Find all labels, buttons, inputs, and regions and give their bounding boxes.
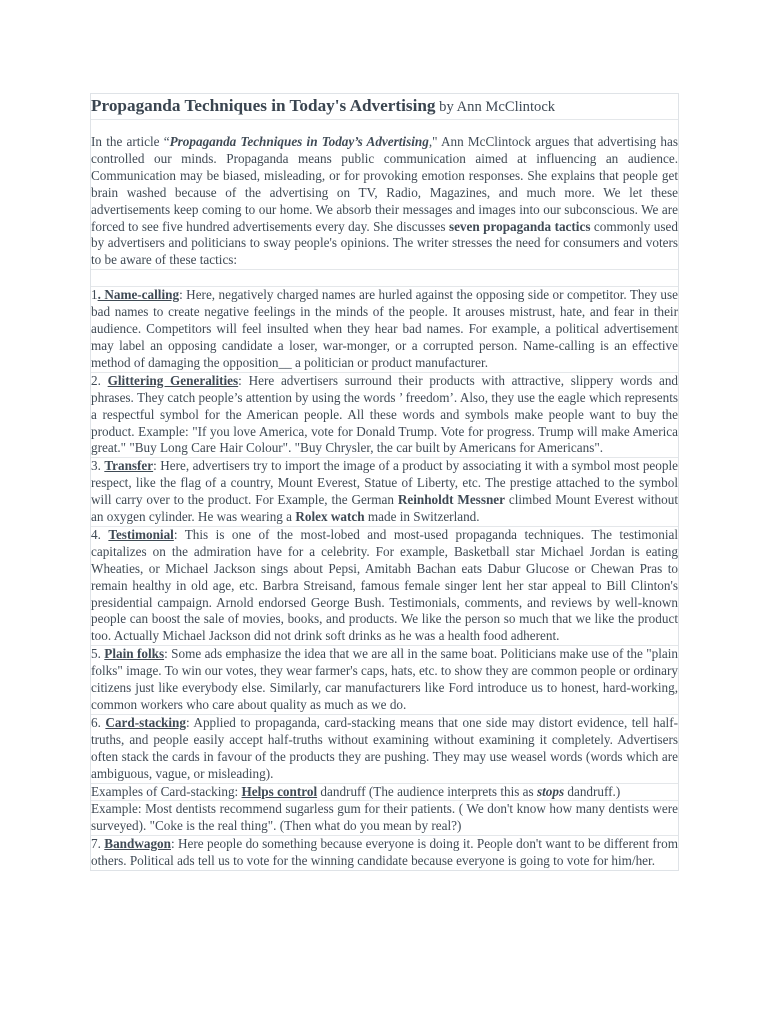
technique-text: : Here, advertisers try to import the image of a product by associating it with a symbol most people respect, like the flag of a country, Mount Everest, Statue of Liberty, etc. The prestige attached to the symbol will carry over to the product. For Example, the German (91, 458, 678, 508)
document-page (90, 93, 679, 871)
technique-bandwagon (91, 836, 678, 870)
technique-text: : Here, negatively charged names are hurled against the opposing side or competitor. They use bad names to create negative feelings in the minds of the people. It arouses mistrust, hate, and fear in their audience. Competitors will feel insulted when they hear bad names. For example, a political advertisement may label an opposing candidate a loser, war-monger, or a corrupted person. Name-calling is an effective method of damaging the opposition__ a politician or product manufacturer. (91, 287, 678, 370)
technique-text: made in Switzerland. (364, 509, 480, 525)
technique-number: 2. (91, 372, 108, 388)
card-stacking-example-2 (91, 801, 678, 836)
technique-number: 6. (91, 714, 106, 730)
example-text: dandruff (The audience interprets this as (317, 783, 537, 799)
technique-name: Card-stacking (105, 714, 186, 730)
technique-name: Transfer (104, 458, 154, 474)
technique-text: climbed Mount Everest without an oxygen cylinder. He was wearing a (91, 492, 678, 525)
blank-line (91, 270, 678, 287)
technique-bold-name: Reinholdt Messner (397, 492, 505, 508)
technique-name: Testimonial (108, 526, 174, 542)
technique-text: : Here people do something because everyone is doing it. People don't want to be different from others. Political ads tell us to vote for the winning candidate because everyone is going to vote for him/her. (91, 836, 679, 869)
technique-number: 3. (91, 458, 105, 474)
card-stacking-examples (91, 784, 678, 802)
technique-number: 4. (91, 526, 109, 542)
title-byline: by Ann McClintock (439, 99, 556, 115)
technique-bold-brand: Rolex watch (295, 509, 365, 525)
technique-number: 1 (91, 287, 98, 303)
technique-text: : Here advertisers surround their products with attractive, slippery words and phrases. They catch people’s attention by using the words ’ freedom’. Also, they use the eagle which represents a respectful symbol for the American people. All these words and symbols make people want to buy the product. Example: "If you love America, vote for Donald Trump. Vote for progress. Trump will make America great." "Buy Long Care Hair Colour". "Buy Chrysler, the car built by Americans for Americans". (91, 372, 679, 456)
technique-name-calling (91, 287, 678, 373)
technique-testimonial (91, 527, 678, 646)
technique-text: : Some ads emphasize the idea that we are all in the same boat. Politicians make use of the "plain folks" image. To win our votes, they wear farmer's caps, hats, etc. to show they are common people or ordinary citizens just like everybody else. Similarly, car manufacturers like Ford introduce us to honest, hard-working, common workers who care about quality as much as we do. (91, 646, 678, 712)
example-lead: Examples of Card-stacking: (91, 783, 242, 799)
technique-name: . Name-calling (97, 287, 180, 303)
intro-article-title: Propaganda Techniques in Today’s Advertising (169, 134, 429, 149)
intro-bold: seven propaganda tactics (448, 218, 591, 234)
example-product: Helps control (241, 783, 318, 799)
technique-name: Plain folks (104, 646, 165, 662)
intro-text-1: ," Ann McClintock argues that advertising has controlled our minds. Propaganda means public communication aimed at influencing an audience. Communication may be biased, misleading, or for provoking emotion responses. She explains that people get brain washed because of the advertising on TV, Radio, Magazines, and much more. We let these advertisements keep coming to our home. We absorb their messages and images into our subconscious. We are forced to see five hundred advertisements every day. She discusses (91, 134, 678, 234)
technique-number: 7. (91, 836, 105, 852)
technique-transfer (91, 458, 678, 527)
technique-number: 5. (91, 646, 105, 662)
technique-glittering-generalities (91, 373, 678, 459)
technique-name: Bandwagon (104, 836, 171, 852)
example-text: Example: Most dentists recommend sugarless gum for their patients. ( We don't know how many dentists were surveyed). "Coke is the real thing". (Then what do you mean by real?) (91, 801, 678, 834)
technique-text: : This is one of the most-lobed and most-used propaganda techniques. The testimonial capitalizes on the admiration have for a celebrity. For example, Basketball star Michael Jordan is eating Wheaties, or Michael Jackson sings about Pepsi, Amitabh Bachan eats Dabur Glucose or Chewan Pras to remain healthy in old age, etc. Barbra Streisand, famous female singer lent her star appeal to Bill Clinton's presidential campaign. Arnold endorsed George Bush. Testimonials, comments, and reviews by well-known people can boost the sale of movies, books, and products. We like the person so much that we like the product too. Actually Michael Jackson did not drink soft drinks as he was a health food adherent. (91, 526, 679, 644)
intro-paragraph (91, 134, 678, 270)
example-text: dandruff.) (564, 783, 621, 799)
document-title (91, 94, 678, 120)
technique-plain-folks (91, 646, 678, 715)
example-stress: stops (536, 783, 565, 799)
technique-text: : Applied to propaganda, card-stacking means that one side may distort evidence, tell half-truths, and people easily accept half-truths without examining without examining it completely. Advertisers often stack the cards in favour of the products they are pushing. They may use weasel words (words which are ambiguous, vague, or misleading). (91, 714, 678, 781)
technique-card-stacking (91, 715, 678, 784)
intro-lead: In the article “ (91, 134, 170, 149)
title-main: Propaganda Techniques in Today's Advertising (91, 96, 436, 115)
technique-name: Glittering Generalities (107, 372, 239, 388)
intro-text-2: commonly used by advertisers and politicians to sway people's opinions. The writer stresses the need for consumers and voters to be aware of these tactics: (91, 218, 678, 268)
